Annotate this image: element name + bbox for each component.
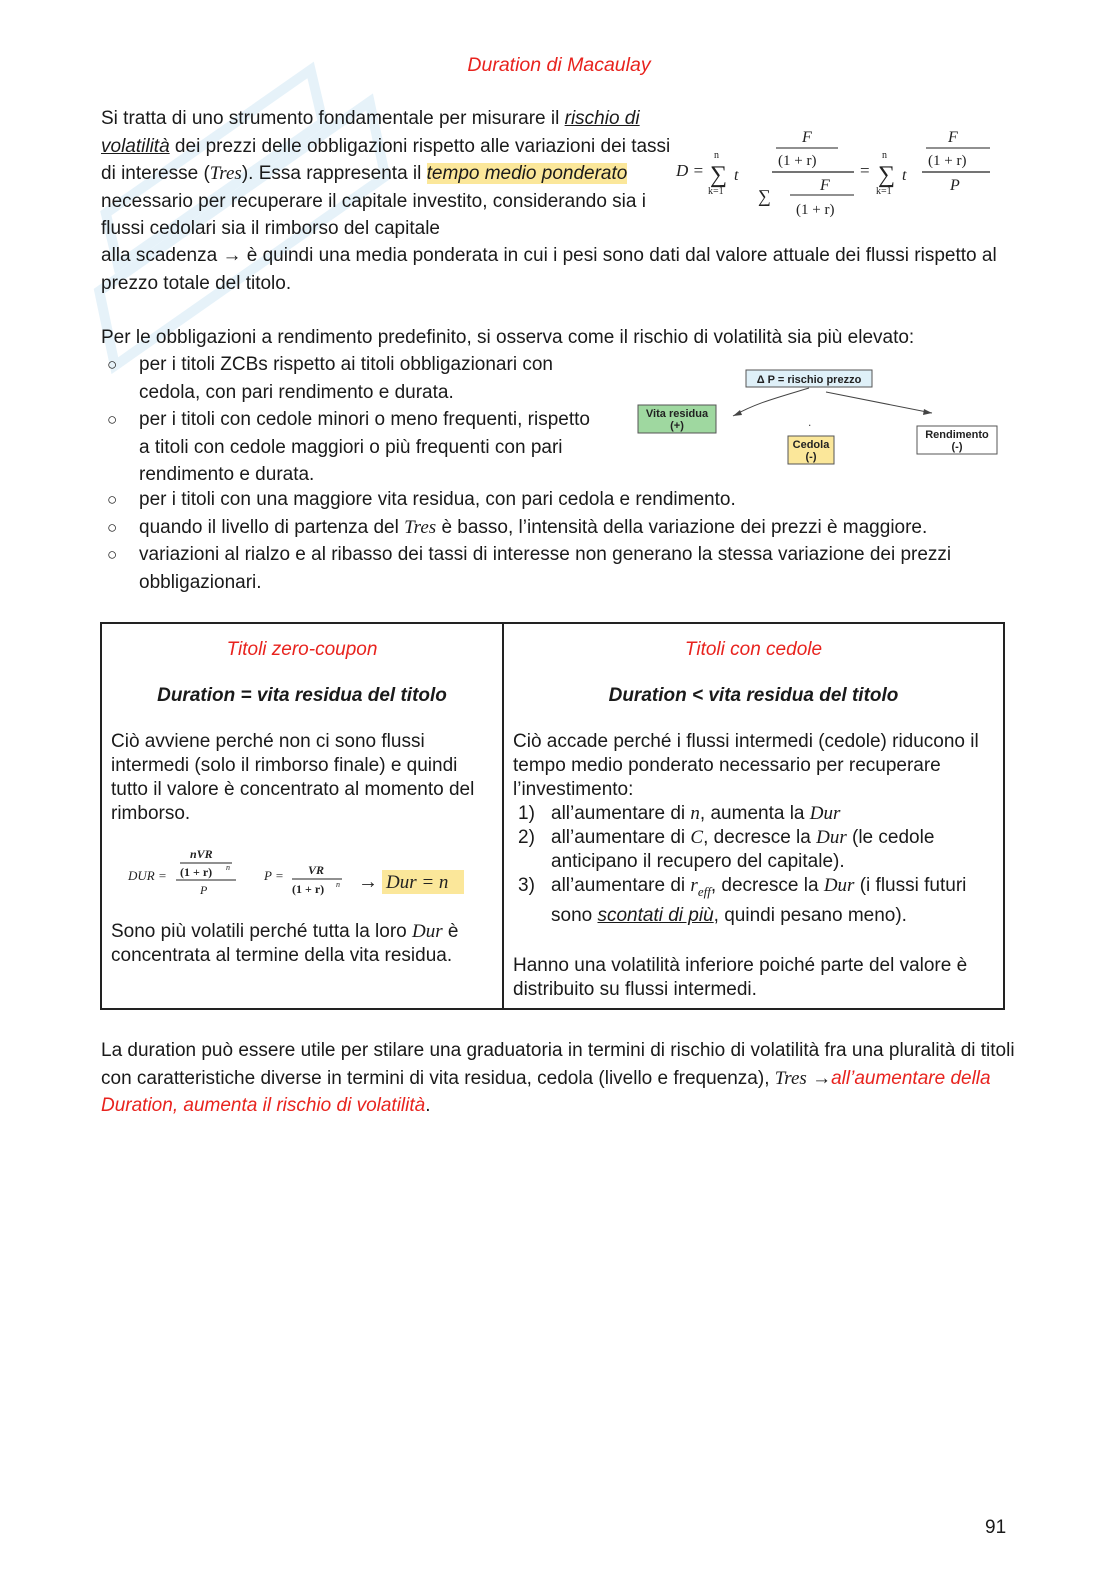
- closing-paragraph: La duration può essere utile per stilare una graduatoria in termini di rischio di volatilità fra una pluralità di titoli con caratteristiche diverse in termini di vita residua, cedola (livello e frequenza), Tres →all’aumentare della Duration, aumenta il rischio di volatilità.: [101, 1040, 1015, 1116]
- svg-text:VR: VR: [308, 863, 325, 877]
- svg-text:nVR: nVR: [190, 847, 213, 861]
- svg-text:(1 + r): (1 + r): [796, 202, 835, 218]
- list-item: ○ per i titoli con cedole minori o meno frequenti, rispetto a titoli con cedole maggiori o più frequenti con pari rendimento e durata.: [107, 409, 590, 485]
- svg-text:→: →: [358, 871, 378, 893]
- svg-text:∑: ∑: [710, 162, 728, 188]
- table-col-coupon: [504, 624, 1003, 1008]
- bullet-list-top: [101, 351, 601, 489]
- risk-paragraph: Per le obbligazioni a rendimento predefinito, si osserva come il rischio di volatilità sia più elevato:: [101, 327, 915, 348]
- svg-text:(1 + r): (1 + r): [292, 882, 325, 896]
- svg-text:Cedola: Cedola: [792, 439, 830, 451]
- list-item: ○ quando il livello di partenza del Tres è basso, l’intensità della variazione dei prezzi è maggiore.: [107, 516, 928, 538]
- comparison-table: [100, 622, 1005, 1010]
- svg-text:∑: ∑: [878, 162, 896, 188]
- table-col-zero-coupon: [102, 624, 504, 1008]
- highlighted-term: tempo medio ponderato: [426, 163, 628, 184]
- svg-text:n: n: [226, 863, 230, 872]
- svg-text:D =: D =: [676, 161, 704, 180]
- intro-continuation: alla scadenza → è quindi una media ponderata in cui i pesi sono dati dal valore attuale dei flussi rispetto al prezzo totale del titolo.: [101, 245, 997, 294]
- svg-text:=: =: [860, 161, 870, 180]
- page-title: Duration di Macaulay: [467, 54, 651, 76]
- intro-paragraph: Si tratta di uno strumento fondamentale per misurare il rischio di volatilità dei prezzi delle obbligazioni rispetto alle variazioni dei tassi di interesse (Tres). Essa rappresenta il tempo medio ponderato necessario per recuperare il capitale investito, considerando sia i flussi cedolari sia il rimborso del capitale: [101, 108, 671, 239]
- svg-text:F: F: [802, 129, 812, 146]
- svg-text:.: .: [808, 415, 812, 429]
- col-subheading: Duration < vita residua del titolo: [608, 685, 899, 706]
- svg-text:P: P: [950, 177, 960, 194]
- arrow-right: [826, 392, 932, 413]
- arrow-left: [733, 388, 809, 416]
- col-footer: Sono più volatili perché tutta la loro Dur è concentrata al termine della vita residua.: [111, 921, 459, 966]
- svg-text:(-): (-): [951, 441, 963, 453]
- zero-coupon-formula: [124, 846, 484, 902]
- svg-text:(-): (-): [805, 451, 817, 463]
- svg-text:F: F: [820, 177, 830, 194]
- price-risk-diagram: [636, 368, 1006, 470]
- conclusion-highlight: all’aumentare della Duration, aumenta il rischio di volatilità: [101, 1067, 991, 1116]
- svg-text:F: F: [948, 129, 958, 146]
- col-heading: Titoli zero-coupon: [226, 639, 378, 660]
- svg-text:Δ P = rischio prezzo: Δ P = rischio prezzo: [756, 374, 862, 386]
- svg-text:P: P: [200, 883, 208, 897]
- svg-text:(+): (+): [670, 420, 684, 432]
- underlined-term: scontati di più: [597, 904, 714, 926]
- svg-text:DUR =: DUR =: [128, 868, 167, 883]
- col-body: Ciò accade perché i flussi intermedi (cedole) riducono il tempo medio ponderato necessario per recuperare l’investimento: 1) all’aumentare di n, aumenta la Dur 2) all’aumentare di C, decresce la Dur (le cedole anticipano il recupero del capitale). 3) all’aumentare di $r_{eff}$, decresce la Dur (i flussi futuri sono scontati di più, quindi pesano meno).: [513, 730, 993, 928]
- col-heading: Titoli con cedole: [684, 639, 823, 660]
- list-item: ○ variazioni al rialzo e al ribasso dei tassi di interesse non generano la stessa variazione dei prezzi obbligazionari.: [107, 544, 952, 593]
- numbered-list: [513, 802, 993, 928]
- svg-text:(1 + r): (1 + r): [180, 865, 213, 879]
- svg-text:(1 + r): (1 + r): [778, 153, 817, 169]
- bullet-list-bottom: [101, 486, 1021, 596]
- svg-text:t: t: [902, 167, 907, 184]
- underlined-term: rischio di volatilità: [101, 108, 640, 157]
- macaulay-formula: [672, 120, 1002, 225]
- col-body: Ciò avviene perché non ci sono flussi intermedi (solo il rimborso finale) e quindi tutto il valore è concentrato al momento del rimborso.: [111, 731, 475, 824]
- svg-text:t: t: [734, 167, 739, 184]
- list-item: ○ per i titoli ZCBs rispetto ai titoli obbligazionari con cedola, con pari rendimento e durata.: [107, 354, 553, 403]
- svg-text:Vita residua: Vita residua: [645, 408, 709, 420]
- svg-text:k=1: k=1: [708, 186, 724, 197]
- svg-text:(1 + r): (1 + r): [928, 153, 967, 169]
- svg-text:k=1: k=1: [876, 186, 892, 197]
- list-item: 2) all’aumentare di C, decresce la Dur (le cedole anticipano il recupero del capitale).: [518, 827, 935, 872]
- svg-text:n: n: [336, 880, 340, 889]
- svg-text:n: n: [714, 150, 719, 161]
- svg-text:∑: ∑: [758, 186, 771, 206]
- list-item: 1) all’aumentare di n, aumenta la Dur: [518, 803, 841, 824]
- list-item: ○ per i titoli con una maggiore vita residua, con pari cedola e rendimento.: [107, 489, 736, 510]
- svg-text:Rendimento: Rendimento: [925, 429, 989, 441]
- page-number: 91: [985, 1517, 1007, 1538]
- list-item: 3) all’aumentare di $r_{eff}$, decresce la Dur (i flussi futuri sono scontati di più, quindi pesano meno).: [518, 875, 967, 926]
- svg-text:n: n: [882, 150, 887, 161]
- col-footer: Hanno una volatilità inferiore poiché parte del valore è distribuito su flussi intermedi.: [513, 955, 968, 1000]
- col-subheading: Duration = vita residua del titolo: [157, 685, 447, 706]
- svg-text:Dur = n: Dur = n: [386, 872, 449, 893]
- svg-text:P =: P =: [264, 868, 284, 883]
